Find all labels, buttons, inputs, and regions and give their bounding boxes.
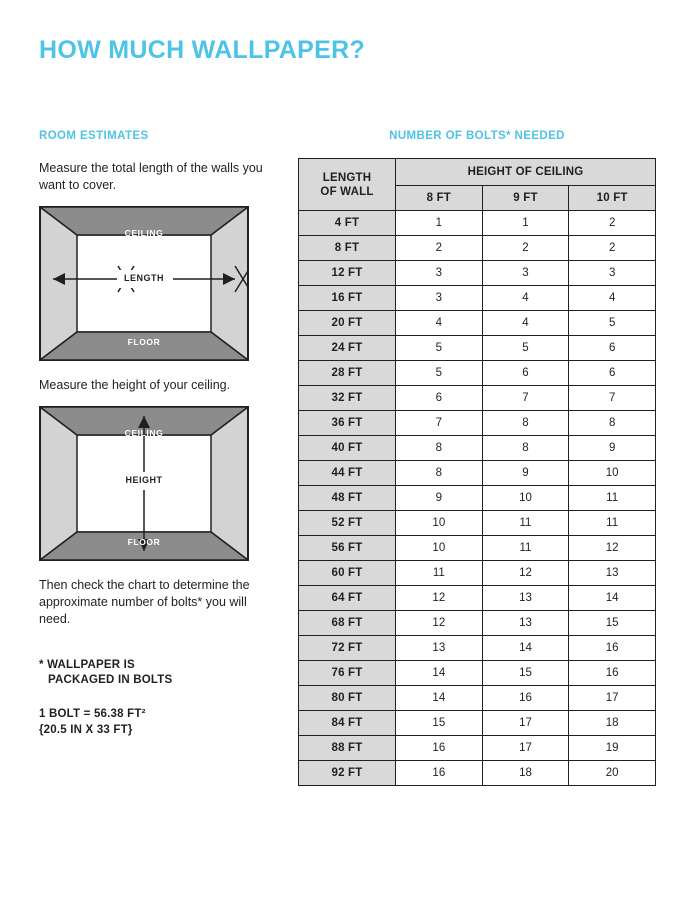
cell-8ft: 6 <box>396 386 483 411</box>
table-row <box>299 211 656 236</box>
cell-10ft: 18 <box>569 711 656 736</box>
table-row <box>299 636 656 661</box>
length-of-wall-header-line1: LENGTH <box>322 171 372 184</box>
row-label: 92 FT <box>299 761 396 786</box>
cell-9ft: 9 <box>482 461 569 486</box>
row-label: 36 FT <box>299 411 396 436</box>
bolts-table-body <box>299 211 656 786</box>
cell-10ft: 4 <box>569 286 656 311</box>
cell-9ft: 7 <box>482 386 569 411</box>
row-label: 88 FT <box>299 736 396 761</box>
step-1-text: Measure the total length of the walls you want to cover. <box>39 161 263 192</box>
cell-8ft: 16 <box>396 736 483 761</box>
table-row <box>299 386 656 411</box>
row-label: 64 FT <box>299 586 396 611</box>
cell-9ft: 5 <box>482 336 569 361</box>
row-label: 68 FT <box>299 611 396 636</box>
cell-9ft: 12 <box>482 561 569 586</box>
cell-9ft: 6 <box>482 361 569 386</box>
table-row <box>299 611 656 636</box>
cell-10ft: 11 <box>569 511 656 536</box>
table-row <box>299 661 656 686</box>
length-of-wall-header <box>299 159 396 211</box>
cell-10ft: 19 <box>569 736 656 761</box>
step-3-text: Then check the chart to determine the approximate number of bolts* you will need. <box>39 578 250 626</box>
cell-10ft: 14 <box>569 586 656 611</box>
cell-9ft: 8 <box>482 436 569 461</box>
table-row <box>299 561 656 586</box>
cell-10ft: 16 <box>569 636 656 661</box>
cell-9ft: 2 <box>482 236 569 261</box>
cell-8ft: 5 <box>396 361 483 386</box>
cell-9ft: 17 <box>482 711 569 736</box>
cell-9ft: 11 <box>482 511 569 536</box>
row-label: 4 FT <box>299 211 396 236</box>
bolts-table-column <box>298 130 656 786</box>
cell-10ft: 6 <box>569 361 656 386</box>
cell-9ft: 8 <box>482 411 569 436</box>
length-of-wall-header-line2: OF WALL <box>320 185 374 198</box>
column-header-10ft: 10 FT <box>569 186 656 211</box>
table-row <box>299 486 656 511</box>
bolt-size-note <box>39 706 264 738</box>
row-label: 48 FT <box>299 486 396 511</box>
cell-10ft: 13 <box>569 561 656 586</box>
bolt-size-dimensions: {20.5 IN X 33 FT} <box>39 724 133 736</box>
row-label: 12 FT <box>299 261 396 286</box>
table-row <box>299 436 656 461</box>
room-estimates-column <box>39 130 264 738</box>
cell-9ft: 17 <box>482 736 569 761</box>
row-label: 56 FT <box>299 536 396 561</box>
bolt-size-area: 1 BOLT = 56.38 FT² <box>39 708 146 720</box>
cell-9ft: 3 <box>482 261 569 286</box>
table-row <box>299 761 656 786</box>
table-row <box>299 461 656 486</box>
cell-8ft: 3 <box>396 261 483 286</box>
cell-8ft: 8 <box>396 461 483 486</box>
cell-8ft: 13 <box>396 636 483 661</box>
row-label: 60 FT <box>299 561 396 586</box>
row-label: 20 FT <box>299 311 396 336</box>
ceiling-label-height-diagram: CEILING <box>124 428 164 438</box>
cell-10ft: 12 <box>569 536 656 561</box>
cell-8ft: 15 <box>396 711 483 736</box>
table-row <box>299 736 656 761</box>
table-row <box>299 311 656 336</box>
room-estimates-heading: ROOM ESTIMATES <box>39 130 149 142</box>
cell-8ft: 4 <box>396 311 483 336</box>
cell-10ft: 6 <box>569 336 656 361</box>
row-label: 76 FT <box>299 661 396 686</box>
cell-9ft: 4 <box>482 311 569 336</box>
cell-9ft: 1 <box>482 211 569 236</box>
cell-8ft: 1 <box>396 211 483 236</box>
bolts-table <box>298 158 656 786</box>
cell-9ft: 16 <box>482 686 569 711</box>
length-measure-label: LENGTH <box>124 273 164 283</box>
cell-10ft: 9 <box>569 436 656 461</box>
cell-8ft: 14 <box>396 661 483 686</box>
cell-9ft: 10 <box>482 486 569 511</box>
row-label: 40 FT <box>299 436 396 461</box>
cell-8ft: 14 <box>396 686 483 711</box>
cell-8ft: 10 <box>396 536 483 561</box>
cell-8ft: 10 <box>396 511 483 536</box>
cell-10ft: 15 <box>569 611 656 636</box>
bolt-footnote-line2: PACKAGED IN BOLTS <box>48 674 173 686</box>
table-row <box>299 586 656 611</box>
row-label: 80 FT <box>299 686 396 711</box>
table-row <box>299 536 656 561</box>
cell-10ft: 16 <box>569 661 656 686</box>
cell-10ft: 5 <box>569 311 656 336</box>
row-label: 24 FT <box>299 336 396 361</box>
cell-9ft: 14 <box>482 636 569 661</box>
room-diagram-length <box>39 206 249 361</box>
cell-10ft: 20 <box>569 761 656 786</box>
row-label: 84 FT <box>299 711 396 736</box>
cell-8ft: 9 <box>396 486 483 511</box>
cell-10ft: 11 <box>569 486 656 511</box>
cell-10ft: 10 <box>569 461 656 486</box>
bolts-table-header <box>299 159 656 211</box>
cell-9ft: 11 <box>482 536 569 561</box>
height-of-ceiling-header: HEIGHT OF CEILING <box>396 159 656 186</box>
cell-8ft: 16 <box>396 761 483 786</box>
cell-9ft: 13 <box>482 586 569 611</box>
row-label: 52 FT <box>299 511 396 536</box>
height-measure-label: HEIGHT <box>125 475 163 485</box>
cell-8ft: 8 <box>396 436 483 461</box>
column-header-9ft: 9 FT <box>482 186 569 211</box>
cell-10ft: 2 <box>569 236 656 261</box>
cell-9ft: 13 <box>482 611 569 636</box>
table-row <box>299 286 656 311</box>
cell-9ft: 4 <box>482 286 569 311</box>
cell-10ft: 2 <box>569 211 656 236</box>
cell-10ft: 17 <box>569 686 656 711</box>
row-label: 32 FT <box>299 386 396 411</box>
bolt-footnote <box>39 658 264 688</box>
floor-label-height-diagram: FLOOR <box>127 537 161 547</box>
cell-10ft: 7 <box>569 386 656 411</box>
table-row <box>299 411 656 436</box>
table-row <box>299 336 656 361</box>
table-row <box>299 236 656 261</box>
cell-10ft: 3 <box>569 261 656 286</box>
table-row <box>299 686 656 711</box>
cell-8ft: 12 <box>396 611 483 636</box>
row-label: 28 FT <box>299 361 396 386</box>
table-row <box>299 261 656 286</box>
page-title: HOW MUCH WALLPAPER? <box>39 36 366 64</box>
room-diagram-height <box>39 406 249 561</box>
row-label: 72 FT <box>299 636 396 661</box>
cell-9ft: 15 <box>482 661 569 686</box>
row-label: 44 FT <box>299 461 396 486</box>
bolts-table-header-row-1 <box>299 159 656 186</box>
bolt-footnote-line1: * WALLPAPER IS <box>39 659 135 671</box>
cell-10ft: 8 <box>569 411 656 436</box>
cell-8ft: 11 <box>396 561 483 586</box>
row-label: 8 FT <box>299 236 396 261</box>
floor-label-length-diagram: FLOOR <box>127 337 161 347</box>
cell-8ft: 12 <box>396 586 483 611</box>
table-row <box>299 511 656 536</box>
bolts-table-heading: NUMBER OF BOLTS* NEEDED <box>389 130 565 142</box>
table-row <box>299 361 656 386</box>
cell-8ft: 7 <box>396 411 483 436</box>
ceiling-label-length-diagram: CEILING <box>124 228 164 238</box>
table-row <box>299 711 656 736</box>
cell-8ft: 2 <box>396 236 483 261</box>
row-label: 16 FT <box>299 286 396 311</box>
cell-8ft: 3 <box>396 286 483 311</box>
column-header-8ft: 8 FT <box>396 186 483 211</box>
step-2-text: Measure the height of your ceiling. <box>39 378 231 392</box>
cell-8ft: 5 <box>396 336 483 361</box>
cell-9ft: 18 <box>482 761 569 786</box>
